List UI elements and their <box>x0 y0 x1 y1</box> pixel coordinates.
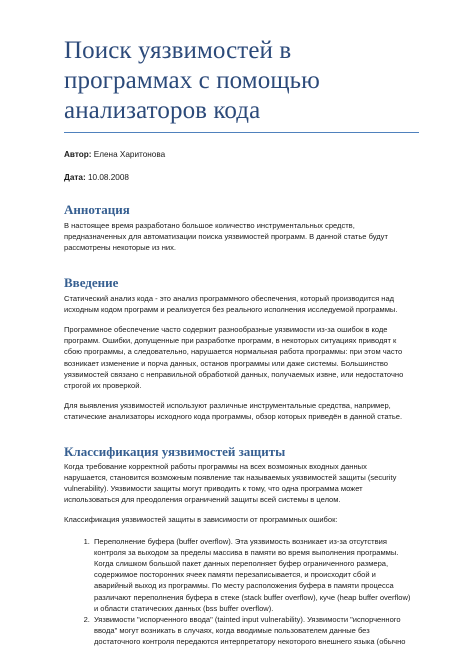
author-name: Елена Харитонова <box>93 150 166 159</box>
annotation-paragraph: В настоящее время разработано большое количество инструментальных средств, предназначенных для автоматизации поиска уязвимостей программ. В данной статье будут рассмотрены некоторые из них. <box>64 221 388 253</box>
list-item: 1. Переполнение буфера (buffer overflow). Эта уязвимость возникает из-за отсутствия контроля за выходом за пределы массива в памяти во время выполнения программы. Когда слишком большой пакет данных переполняет буфер ограниченного размера, содержимое посторонних ячеек памяти перезаписывается, и происходит сбой и аварийный выход из программы. По месту расположения буфера в памяти процесса различают переполнения буфера в стеке (stack buffer overflow), куче (heap buffer overflow) и области статических данных (bss buffer overflow). <box>92 536 412 614</box>
vulnerability-list <box>64 536 412 648</box>
date-line <box>64 172 412 183</box>
annotation-heading: Аннотация <box>64 202 130 217</box>
list-item: 2. Уязвимости "испорченного ввода" (tainted input vulnerability). Уязвимости "испорченного ввода" могут возникать в случаях, когда вводимые пользователем данные без достаточного контроля передаются интерпретатору некоторого внешнего языка (обычно <box>92 614 412 648</box>
author-label: Автор: <box>64 150 92 159</box>
intro-paragraph-1: Статический анализ кода - это анализ программного обеспечения, который производится над исходным кодом программ и реализуется без реального исполнения исследуемой программы. <box>64 293 398 314</box>
classification-heading: Классификация уязвимостей защиты <box>64 443 286 459</box>
intro-paragraph-3: Для выявления уязвимостей используют различные инструментальные средства, например, статические анализаторы исходного кода программы, обзор которых приведён в данной статье. <box>64 401 403 422</box>
title-underline <box>64 132 419 133</box>
classification-paragraph-1: Когда требование корректной работы программы на всех возможных входных данных нарушается, становится возможным появление так называемых уязвимостей защиты (security vulnerability). Уязвимости защиты могут приводить к тому, что одна программа может использоваться для преодоления ограничений защиты всей системы в целом. <box>64 461 397 505</box>
classification-paragraph-2: Классификация уязвимостей защиты в зависимости от программных ошибок: <box>64 515 338 525</box>
page-title: Поиск уязвимостей в программах с помощью анализаторов кода <box>64 37 320 124</box>
intro-heading: Введение <box>64 274 119 290</box>
author-line <box>64 149 412 160</box>
date-label: Дата: <box>64 173 86 182</box>
intro-paragraph-2: Программное обеспечение часто содержит разнообразные уязвимости из-за ошибок в коде программ. Ошибки, допущенные при разработке программ, в некоторых ситуациях приводят к сбою программы, а следовательно, нарушается нормальная работа программы: при этом часто возникает изменение и порча данных, останов программы или даже системы. Большинство уязвимостей связано с неправильной обработкой данных, получаемых извне, или недостаточно строгой их проверкой. <box>64 325 404 391</box>
date-value: 10.08.2008 <box>87 173 129 182</box>
